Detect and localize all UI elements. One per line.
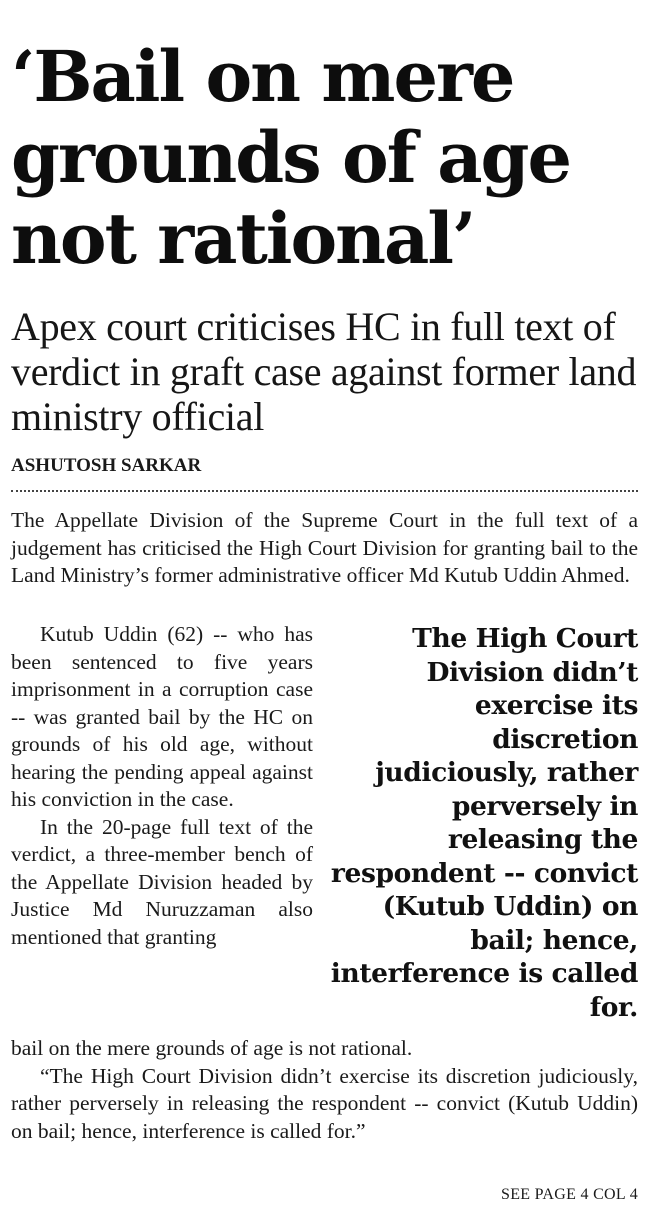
subheadline: Apex court criticises HC in full text of verdict in graft case against former land ministry official bbox=[11, 304, 637, 439]
body-paragraph-3: “The High Court Division didn’t exercise its discretion judiciously, rather perversely in releasing the respondent -- convict (Kutub Uddin) on bail; hence, interference is called for.” bbox=[11, 1063, 638, 1143]
bottom-text bbox=[11, 1035, 638, 1145]
headline: ‘Bail on mere grounds of age not rational’ bbox=[11, 35, 571, 280]
intro-paragraph: The Appellate Division of the Supreme Court in the full text of a judgement has criticised the High Court Division for granting bail to the Land Ministry’s former administrative officer Md Kutub Uddin Ahmed. bbox=[11, 508, 638, 587]
left-column bbox=[11, 621, 313, 951]
body-paragraph-1: Kutub Uddin (62) -- who has been sentenced to five years imprisonment in a corruption case -- was granted bail by the HC on grounds of his old age, without hearing the pending appeal against his conviction in the case. bbox=[11, 622, 313, 811]
pull-quote: The High Court Division didn’t exercise its discretion judiciously, rather perversely in releasing the respondent -- convict (Kutub Uddin) on bail; hence, interference is called for. bbox=[330, 623, 638, 1023]
byline: ASHUTOSH SARKAR bbox=[11, 455, 202, 476]
continuation-line: SEE PAGE 4 COL 4 bbox=[501, 1186, 638, 1203]
body-paragraph-2-end: bail on the mere grounds of age is not rational. bbox=[11, 1036, 413, 1060]
body-paragraph-2-start: In the 20-page full text of the verdict, a three-member bench of the Appellate Division headed by Justice Md Nuruzzaman also mentioned that granting bbox=[11, 814, 313, 949]
dotted-divider bbox=[11, 490, 638, 492]
